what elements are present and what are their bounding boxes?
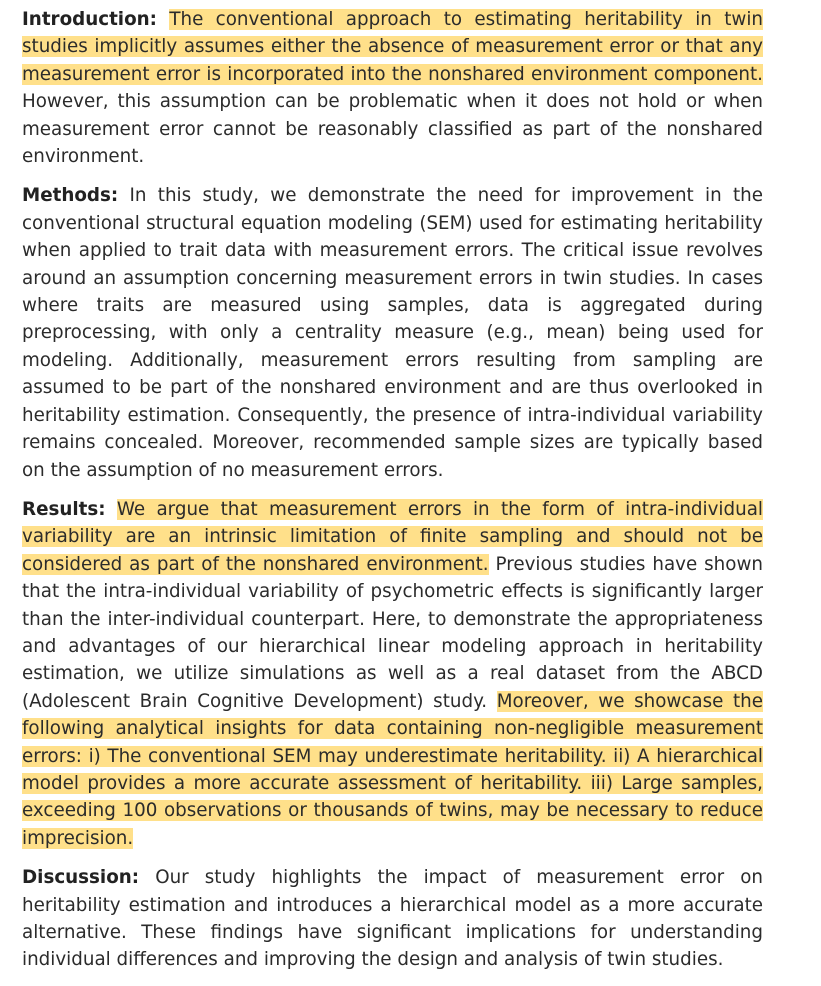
section-label: Methods: <box>22 185 119 207</box>
section-discussion <box>22 864 763 974</box>
section-introduction <box>22 6 763 170</box>
section-label: Results: <box>22 498 106 520</box>
section-results <box>22 496 763 852</box>
highlighted-text: Moreover, we showcase the following analytical insights for data containing non-negligible measurement errors: i) The conventional SEM may underestimate heritability. ii) A hierarchical model provides a more accurate assessment of heritability. iii) Large samples, exceeding 100 observations or thousands of twins, may be necessary to reduce imprecision. <box>22 690 763 849</box>
section-label: Discussion: <box>22 867 140 889</box>
body-text: Our study highlights the impact of measurement error on heritability estimation and introduces a hierarchical model as a more accurate alternative. These findings have significant implications for understanding individual differences and improving the design and analysis of twin studies. <box>22 867 764 971</box>
highlighted-text: The conventional approach to estimating heritability in twin studies implicitly assumes either the absence of measurement error or that any measurement error is incorporated into the nonshared environment component. <box>22 9 764 85</box>
body-text: Previous studies have shown that the intra-individual variability of psychometric effects is significantly larger than the inter-individual counterpart. Here, to demonstrate the appropriateness and advantages of our hierarchical linear modeling approach in heritability estimation, we utilize simulations as well as a real dataset from the ABCD (Adolescent Brain Cognitive Development) study. <box>22 553 763 712</box>
section-methods <box>22 182 763 483</box>
highlighted-text: We argue that measurement errors in the form of intra-individual variability are an intrinsic limitation of finite sampling and should not be considered as part of the nonshared environment. <box>22 498 763 575</box>
abstract <box>22 6 763 986</box>
body-text: However, this assumption can be problematic when it does not hold or when measurement error cannot be reasonably classified as part of the nonshared environment. <box>22 91 763 168</box>
body-text: In this study, we demonstrate the need for improvement in the conventional structural equation modeling (SEM) used for estimating heritability when applied to trait data with measurement errors. The critical issue revolves around an assumption concerning measurement errors in twin studies. In cases where traits are measured using samples, data is aggregated during preprocessing, with only a centrality measure (e.g., mean) being used for modeling. Additionally, measurement errors resulting from sampling are assumed to be part of the nonshared environment and are thus overlooked in heritability estimation. Consequently, the presence of intra-individual variability remains concealed. Moreover, recommended sample sizes are typically based on the assumption of no measurement errors. <box>22 185 764 481</box>
section-label: Introduction: <box>22 9 157 30</box>
